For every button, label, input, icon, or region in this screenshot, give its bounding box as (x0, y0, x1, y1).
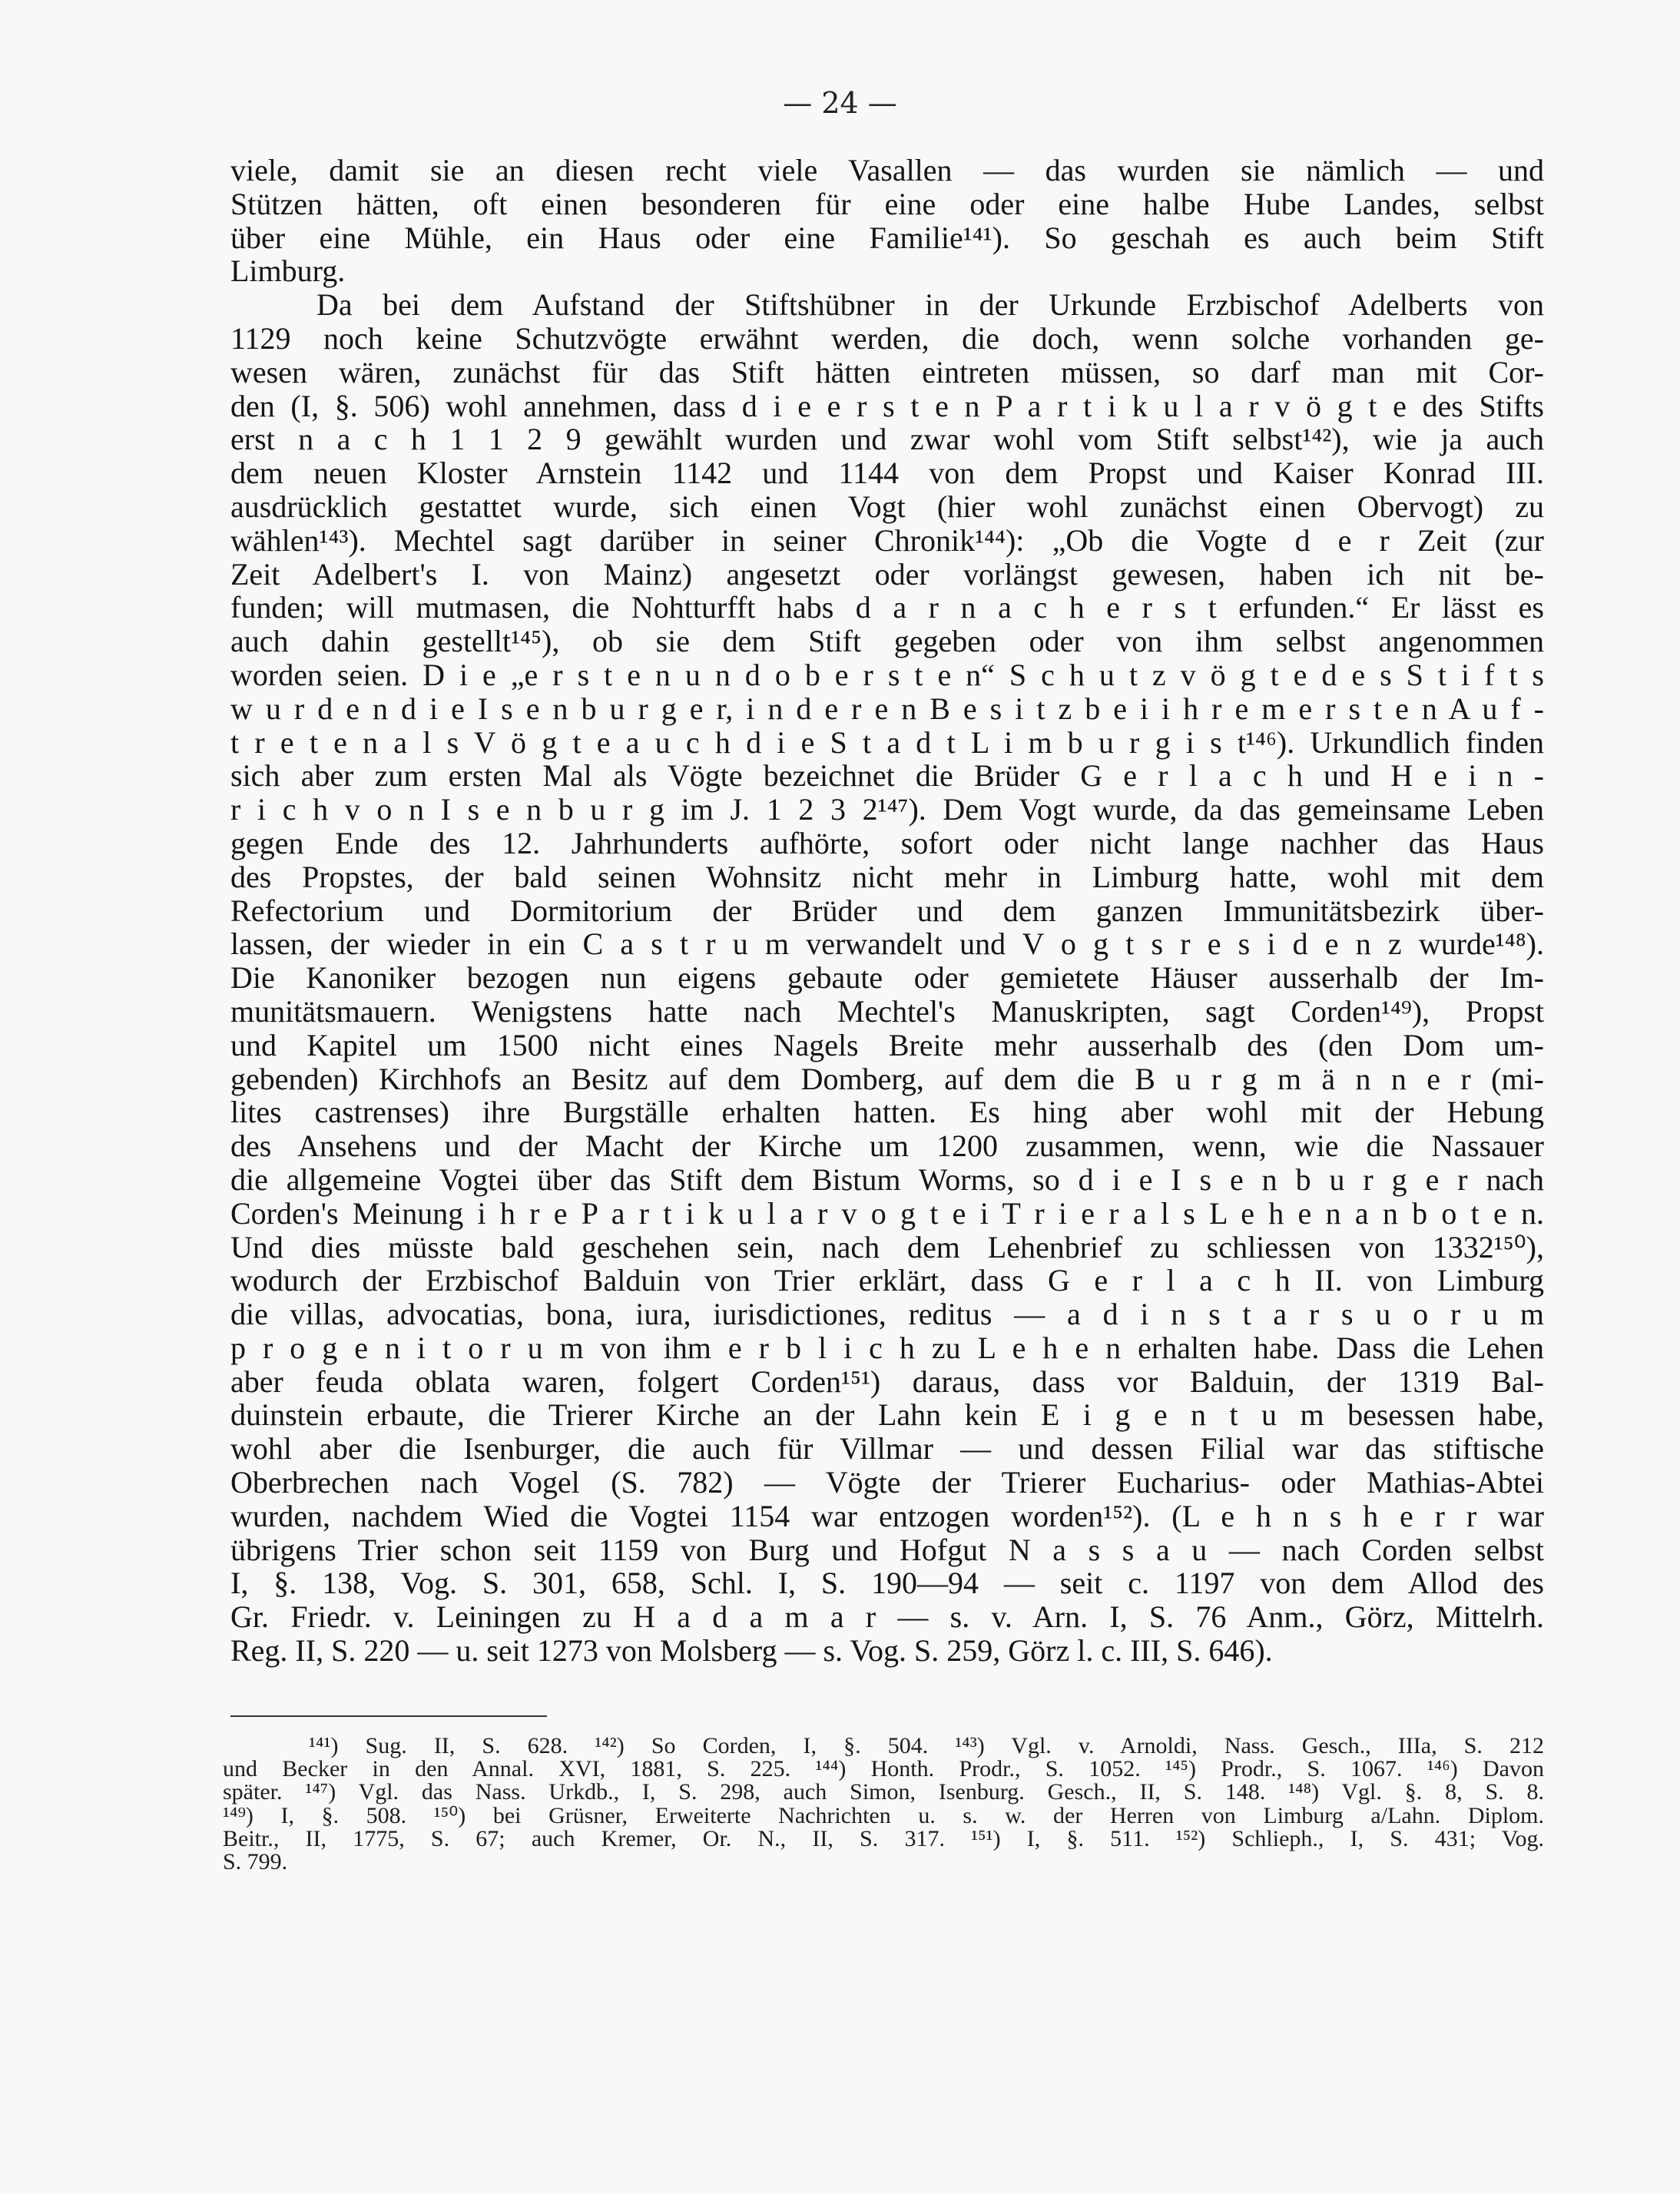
body-line: w u r d e n d i e I s e n b u r g e r, i n d e r e n B e s i t z b e i i h r e m e r s t e n A u f - (230, 691, 1544, 726)
body-line: über eine Mühle, ein Haus oder eine Familie¹⁴¹). So geschah es auch beim Stift (230, 220, 1544, 255)
footnote-line: ¹⁴¹) Sug. II, S. 628. ¹⁴²) So Corden, I, §. 504. ¹⁴³) Vgl. v. Arnoldi, Nass. Gesch., IIIa, S. 212 (309, 1733, 1544, 1758)
body-line: Gr. Friedr. v. Leiningen zu H a d a m a r — s. v. Arn. I, S. 76 Anm., Görz, Mittelrh. (230, 1599, 1544, 1635)
body-line: munitätsmauern. Wenigstens hatte nach Mechtel's Manuskripten, sagt Corden¹⁴⁹), Propst (230, 993, 1544, 1029)
body-line: die villas, advocatias, bona, iura, iurisdictiones, reditus — a d i n s t a r s u o r u m (230, 1297, 1544, 1332)
footnotes (223, 1735, 1544, 1874)
body-line: gebenden) Kirchhofs an Besitz auf dem Domberg, auf dem die B u r g m ä n n e r (mi- (230, 1061, 1544, 1096)
body-line: des Propstes, der bald seinen Wohnsitz nicht mehr in Limburg hatte, wohl mit dem (230, 859, 1544, 894)
body-line: t r e t e n a l s V ö g t e a u c h d i e S t a d t L i m b u r g i s t¹⁴⁶). Urkundlich finden (230, 724, 1544, 760)
body-line: Da bei dem Aufstand der Stiftshübner in der Urkunde Erzbischof Adelberts von (316, 287, 1544, 323)
footnote-line: S. 799. (223, 1848, 288, 1874)
body-line: Stützen hätten, oft einen besonderen für eine oder eine halbe Hube Landes, selbst (230, 186, 1544, 221)
footnote-line: ¹⁴⁹) I, §. 508. ¹⁵⁰) bei Grüsner, Erweiterte Nachrichten u. s. w. der Herren von Limburg a/Lahn. Diplom. (223, 1802, 1544, 1828)
body-line: Corden's Meinung i h r e P a r t i k u l a r v o g t e i T r i e r a l s L e h e n a n b o t e n. (230, 1195, 1544, 1231)
body-text (230, 154, 1544, 1668)
body-line: Die Kanoniker bezogen nun eigens gebaute oder gemietete Häuser ausserhalb der Im- (230, 960, 1544, 996)
body-line: übrigens Trier schon seit 1159 von Burg und Hofgut N a s s a u — nach Corden selbst (230, 1532, 1544, 1567)
body-line: wodurch der Erzbischof Balduin von Trier erklärt, dass G e r l a c h II. von Limburg (230, 1263, 1544, 1298)
body-line: Limburg. (230, 254, 346, 289)
body-line: und Kapitel um 1500 nicht eines Nagels Breite mehr ausserhalb des (den Dom um- (230, 1027, 1544, 1062)
body-line: des Ansehens und der Macht der Kirche um 1200 zusammen, wenn, wie die Nassauer (230, 1128, 1544, 1164)
body-line: wesen wären, zunächst für das Stift hätten eintreten müssen, so darf man mit Cor- (230, 354, 1544, 389)
body-line: wurden, nachdem Wied die Vogtei 1154 war entzogen worden¹⁵²). (L e h n s h e r r war (230, 1498, 1544, 1533)
body-line: lassen, der wieder in ein C a s t r u m verwandelt und V o g t s r e s i d e n z wurde¹⁴⁸). (230, 926, 1544, 962)
body-line: sich aber zum ersten Mal als Vögte bezeichnet die Brüder G e r l a c h und H e i n - (230, 758, 1544, 794)
body-line: viele, damit sie an diesen recht viele Vasallen — das wurden sie nämlich — und (230, 153, 1544, 187)
body-line: r i c h v o n I s e n b u r g im J. 1 2 3 2¹⁴⁷). Dem Vogt wurde, da das gemeinsame Leben (230, 792, 1544, 827)
body-line: Oberbrechen nach Vogel (S. 782) — Vögte der Trierer Eucharius- oder Mathias-Abtei (230, 1465, 1544, 1500)
body-line: dem neuen Kloster Arnstein 1142 und 1144 von dem Propst und Kaiser Konrad III. (230, 456, 1544, 491)
body-line: worden seien. D i e „e r s t e n u n d o b e r s t e n“ S c h u t z v ö g t e d e s S t i f t s (230, 657, 1544, 692)
body-line: Und dies müsste bald geschehen sein, nach dem Lehenbrief zu schliessen von 1332¹⁵⁰), (230, 1229, 1544, 1264)
body-line: Zeit Adelbert's I. von Mainz) angesetzt oder vorlängst gewesen, haben ich nit be- (230, 556, 1544, 592)
page-number: — 24 — (783, 86, 897, 120)
body-line: Reg. II, S. 220 — u. seit 1273 von Molsberg — s. Vog. S. 259, Görz l. c. III, S. 646). (230, 1633, 1273, 1669)
footnote-separator (230, 1715, 547, 1717)
body-line: lites castrenses) ihre Burgställe erhalten hatten. Es hing aber wohl mit der Hebung (230, 1095, 1544, 1130)
footnote-line: Beitr., II, 1775, S. 67; auch Kremer, Or. N., II, S. 317. ¹⁵¹) I, §. 511. ¹⁵²) Schlieph., I, S. 431; Vog. (223, 1825, 1544, 1851)
body-line: gegen Ende des 12. Jahrhunderts aufhörte, sofort oder nicht lange nachher das Haus (230, 825, 1544, 860)
body-line: funden; will mutmasen, die Nohtturfft habs d a r n a c h e r s t erfunden.“ Er lässt es (230, 590, 1544, 625)
body-line: Refectorium und Dormitorium der Brüder und dem ganzen Immunitätsbezirk über- (230, 893, 1544, 928)
body-line: I, §. 138, Vog. S. 301, 658, Schl. I, S. 190—94 — seit c. 1197 von dem Allod des (230, 1566, 1544, 1601)
body-line: den (I, §. 506) wohl annehmen, dass d i e e r s t e n P a r t i k u l a r v ö g t e des Stifts (230, 388, 1544, 423)
footnote-line: und Becker in den Annal. XVI, 1881, S. 225. ¹⁴⁴) Honth. Prodr., S. 1052. ¹⁴⁵) Prodr., S. 1067. ¹⁴⁶) Davon (223, 1756, 1544, 1782)
body-line: erst n a c h 1 1 2 9 gewählt wurden und zwar wohl vom Stift selbst¹⁴²), wie ja auch (230, 422, 1544, 457)
body-line: duinstein erbaute, die Trierer Kirche an der Lahn kein E i g e n t u m besessen habe, (230, 1397, 1544, 1433)
body-line: auch dahin gestellt¹⁴⁵), ob sie dem Stift gegeben oder von ihm selbst angenommen (230, 624, 1544, 659)
footnote-line: später. ¹⁴⁷) Vgl. das Nass. Urkdb., I, S. 298, auch Simon, Isenburg. Gesch., II, S. 148. ¹⁴⁸) Vgl. §. 8, S. 8. (223, 1779, 1544, 1805)
body-line: p r o g e n i t o r u m von ihm e r b l i c h zu L e h e n erhalten habe. Dass die Lehen (230, 1330, 1544, 1365)
body-line: wohl aber die Isenburger, die auch für Villmar — und dessen Filial war das stiftische (230, 1431, 1544, 1467)
body-line: 1129 noch keine Schutzvögte erwähnt werden, die doch, wenn solche vorhanden ge- (230, 320, 1544, 356)
body-line: ausdrücklich gestattet wurde, sich einen Vogt (hier wohl zunächst einen Obervogt) zu (230, 489, 1544, 524)
body-line: wählen¹⁴³). Mechtel sagt darüber in seiner Chronik¹⁴⁴): „Ob die Vogte d e r Zeit (zur (230, 522, 1544, 558)
body-line: die allgemeine Vogtei über das Stift dem Bistum Worms, so d i e I s e n b u r g e r nach (230, 1162, 1544, 1197)
body-line: aber feuda oblata waren, folgert Corden¹⁵¹) daraus, dass vor Balduin, der 1319 Bal- (230, 1364, 1544, 1399)
